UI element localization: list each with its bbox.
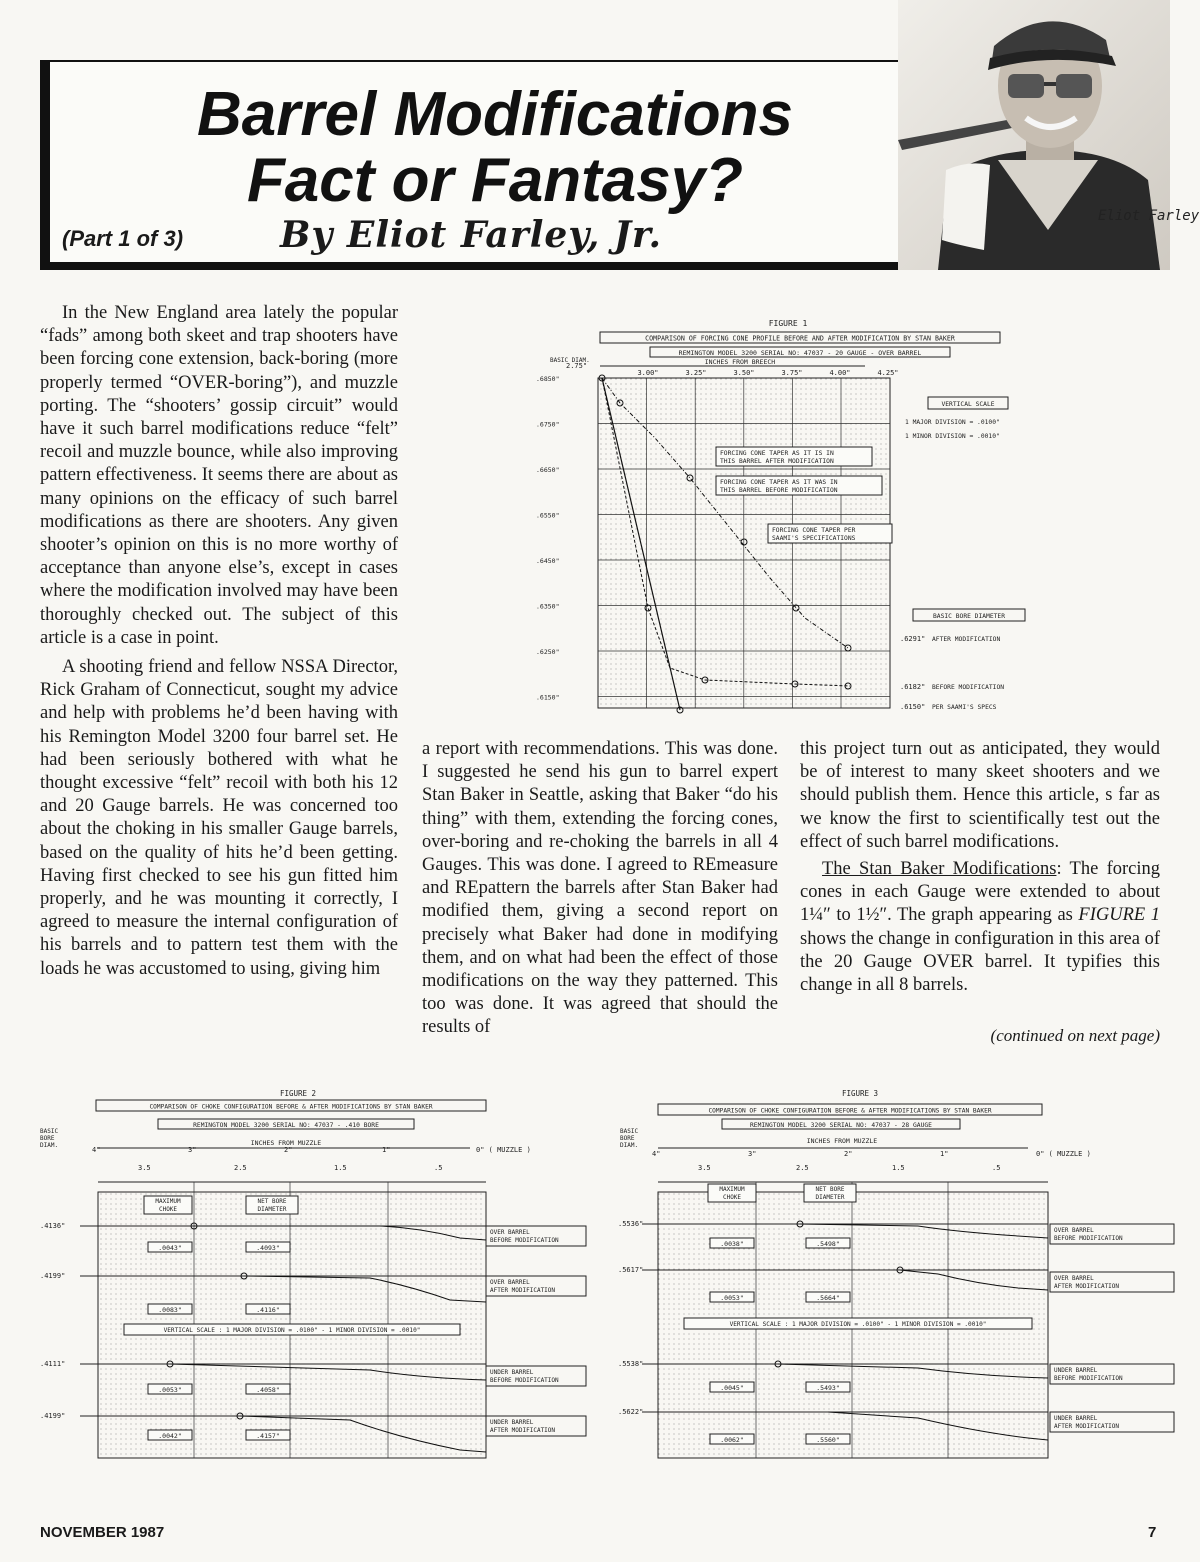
choke-value: .0062" [720,1436,744,1444]
y-tick-label: .6250" [536,648,560,656]
max-choke-label: CHOKE [722,1194,742,1201]
y-tick-label: .6150" [536,693,560,702]
vertical-scale-label: VERTICAL SCALE [941,401,995,408]
max-choke-label: MAXIMUM [155,1198,181,1205]
net-value: .5560" [816,1436,840,1444]
part-label: (Part 1 of 3) [62,226,184,251]
author-photo [898,0,1200,270]
y-tick-label: .6550" [536,511,560,520]
row-label: AFTER MODIFICATION [490,1287,556,1294]
choke-value: .0045" [720,1384,744,1392]
row-label: OVER BARREL [1054,1275,1094,1282]
row-label: AFTER MODIFICATION [1054,1423,1120,1430]
figure-label: FIGURE 1 [768,319,808,328]
x-minor-tick: 2.5 [796,1164,809,1172]
y-axis-label: BORE [620,1135,635,1142]
figure-title: COMPARISON OF CHOKE CONFIGURATION BEFORE & AFTER MODIFICATIONS BY STAN BAKER [708,1107,992,1115]
figure-label: FIGURE 3 [841,1089,879,1098]
paragraph: this project turn out as anticipated, they would be of interest to many skeet shooters and we should publish them. Hence this article, s far as we know the first to scientifically test out the effect of such barrel modifications. [800,739,1160,852]
figure-subtitle: REMINGTON MODEL 3200 SERIAL NO: 47037 - 20 GAUGE - OVER BARREL [678,349,922,357]
row-label: UNDER BARREL [490,1419,534,1426]
x-major-tick: 3" [748,1150,757,1158]
issue-date: NOVEMBER 1987 [40,1524,165,1541]
article-column-3 [800,738,1160,997]
choke-value: .0083" [158,1306,182,1314]
y-tick-label: .6650" [536,466,560,474]
bore-value: .5622" [618,1408,644,1416]
scale-major: 1 MAJOR DIVISION = .0100" [905,419,1000,426]
section-heading: The Stan Baker Modifications [822,859,1057,880]
net-bore-label: DIAMETER [257,1206,287,1213]
x-axis-label: INCHES FROM MUZZLE [250,1139,322,1147]
row-label: OVER BARREL [490,1279,530,1286]
bore-value: .4111" [40,1360,66,1368]
x-minor-tick: 3.5 [138,1164,151,1172]
note-after: THIS BARREL AFTER MODIFICATION [720,458,834,465]
figure-subtitle: REMINGTON MODEL 3200 SERIAL NO: 47037 - .410 BORE [193,1122,379,1129]
y-axis-label: BASIC DIAM. [550,357,590,364]
before-text: BEFORE MODIFICATION [932,684,1005,691]
x-axis-label: INCHES FROM MUZZLE [806,1137,878,1145]
net-value: .5664" [816,1294,840,1302]
scale-minor: 1 MINOR DIVISION = .0010" [905,433,1000,440]
x-major-tick: 3" [188,1146,197,1154]
max-choke-label: CHOKE [158,1206,178,1213]
x-major-tick: 1" [940,1150,949,1158]
vertical-scale-label: VERTICAL SCALE : 1 MAJOR DIVISION = .0100" - 1 MINOR DIVISION = .0010" [163,1327,421,1334]
net-bore-label: NET BORE [257,1198,287,1205]
row-label: OVER BARREL [1054,1227,1094,1234]
bore-value: .5617" [618,1266,644,1274]
x-start-label: 2.75" [566,362,588,370]
x-minor-tick: .5 [434,1164,443,1172]
x-major-ticks [652,1150,1091,1158]
y-tick-label: .6750" [536,420,560,429]
bore-value: .4136" [40,1222,66,1230]
saami-text: PER SAAMI'S SPECS [932,704,997,711]
x-minor-tick: .5 [992,1164,1001,1172]
choke-value: .0038" [720,1240,744,1248]
net-bore-label: DIAMETER [815,1194,845,1201]
y-tick-label: .6350" [536,602,560,611]
y-tick-label: .6850" [536,375,560,383]
row-label: BEFORE MODIFICATION [490,1237,559,1244]
net-value: .5493" [816,1384,840,1392]
net-value: .4093" [256,1244,280,1252]
row-label: AFTER MODIFICATION [1054,1283,1120,1290]
x-tick-label: 3.00" [637,369,659,377]
figure-3 [618,1088,1178,1468]
y-axis-label: BORE [40,1135,55,1142]
paragraph: A shooting friend and fellow NSSA Director, Rick Graham of Connecticut, sought my advice and help with problems he’d been having with his Remington Model 3200 four barrel set. He had been seriously bothered with what he thought excessive “felt” recoil with both his 12 and 20 Gauge barrels. He was concerned too about the choking in his smaller Gauge barrels, based on the quality of hits he’d been getting. Having first checked to see his gun fitted him properly, and he was mounting it correctly, I agreed to measure the internal configuration of his barrels and to pattern test them with the loads he was accustomed to using, giving him [40,657,398,979]
x-major-tick: 1" [382,1146,391,1154]
figure-label: FIGURE 2 [279,1089,317,1098]
x-minor-tick: 3.5 [698,1164,711,1172]
figure-subtitle: REMINGTON MODEL 3200 SERIAL NO: 47037 - 28 GAUGE [750,1122,932,1129]
page-number: 7 [1148,1524,1157,1541]
x-minor-ticks [138,1164,442,1172]
y-axis-label: BASIC [620,1128,639,1135]
x-minor-tick: 1.5 [892,1164,905,1172]
note-before: FORCING CONE TAPER AS IT WAS IN [720,479,838,486]
row-label: UNDER BARREL [490,1369,534,1376]
paragraph-text: shows the change in configuration in this area of the 20 Gauge OVER barrel. It typifies this change in all 8 barrels. [800,928,1160,996]
x-tick-label: 3.50" [733,369,755,377]
photo-signature: Eliot Farley [1098,208,1200,224]
choke-value: .0053" [158,1386,182,1394]
choke-value: .0053" [720,1294,744,1302]
net-bore-label: NET BORE [815,1186,845,1193]
paragraph: In the New England area lately the popular “fads” among both skeet and trap shooters have been forcing cone extension, back-boring (more properly termed “OVER-boring”), and muzzle porting. The “shooters’ gossip circuit” would have it such barrel modifications reduce “felt” recoil and muzzle bounce, while also improving pattern effectiveness. It seems there are about as many opinions on the efficacy of such barrel modifications as there are shooters. Any given shooter’s opinion on this is no more worthy of acceptance than anyone else’s, except in cases where the modification involved may have been thoroughly checked out. The subject of this article is a case in point. [40,303,398,648]
before-value: .6182" [900,683,926,691]
y-axis-label: DIAM. [620,1142,639,1149]
author-photo-art [898,0,1200,270]
max-choke-label: MAXIMUM [719,1186,745,1193]
bore-value: .4199" [40,1272,66,1280]
figure-title: COMPARISON OF CHOKE CONFIGURATION BEFORE & AFTER MODIFICATIONS BY STAN BAKER [149,1103,433,1111]
row-label: AFTER MODIFICATION [490,1427,556,1434]
row-label: BEFORE MODIFICATION [1054,1375,1123,1382]
x-tick-label: 4.00" [829,369,851,377]
net-value: .5498" [816,1240,840,1248]
title-line-1: Barrel Modifications [197,80,793,149]
x-tick-label: 3.25" [685,369,707,377]
row-label: OVER BARREL [490,1229,530,1236]
x-major-tick: 2" [844,1150,853,1158]
vertical-scale-label: VERTICAL SCALE : 1 MAJOR DIVISION = .0100" - 1 MINOR DIVISION = .0010" [729,1321,987,1328]
bore-value: .5538" [618,1360,644,1368]
x-major-tick: 0" ( MUZZLE ) [1036,1150,1091,1158]
x-minor-ticks [698,1164,1000,1172]
note-after: FORCING CONE TAPER AS IT IS IN [720,450,834,457]
figure-title: COMPARISON OF FORCING CONE PROFILE BEFORE AND AFTER MODIFICATION BY STAN BAKER [645,334,955,343]
choke-value: .0042" [158,1432,182,1440]
saami-value: .6150" [900,703,926,711]
row-label: BEFORE MODIFICATION [1054,1235,1123,1242]
bore-value: .4199" [40,1412,66,1420]
x-major-tick: 0" ( MUZZLE ) [476,1146,531,1154]
article-title [115,82,875,214]
basic-bore-label: BASIC BORE DIAMETER [932,613,1006,620]
net-value: .4157" [256,1432,280,1440]
paragraph [800,858,1160,997]
note-saami: FORCING CONE TAPER PER [772,527,856,534]
x-minor-tick: 2.5 [234,1164,247,1172]
x-tick-label: 4.25" [877,369,899,377]
figure-reference: FIGURE 1 [1078,905,1160,926]
y-axis-label: BASIC [40,1128,59,1135]
figure-2 [40,1088,600,1468]
choke-value: .0043" [158,1244,182,1252]
byline: By Eliot Farley, Jr. [280,214,663,256]
net-value: .4058" [256,1386,280,1394]
x-major-tick: 4" [652,1150,661,1158]
y-axis-label: DIAM. [40,1142,59,1149]
row-label: BEFORE MODIFICATION [490,1377,559,1384]
title-line-2: Fact or Fantasy? [246,146,744,215]
x-axis-label: INCHES FROM BREECH [704,358,776,366]
row-label: UNDER BARREL [1054,1415,1098,1422]
x-tick-label: 3.75" [781,369,803,377]
article-column-1 [40,302,398,981]
x-major-tick: 2" [284,1146,293,1154]
after-value: .6291" [900,635,926,643]
continued-note: (continued on next page) [990,1026,1160,1045]
figure-1 [530,318,1050,718]
article-column-2 [422,738,778,1040]
note-saami: SAAMI'S SPECIFICATIONS [772,535,856,542]
bore-value: .5536" [618,1220,644,1228]
x-minor-tick: 1.5 [334,1164,347,1172]
paragraph-text: : The forcing cones in each Gauge were extended to about 1¼″ to 1½″. The graph appearing as [800,859,1160,926]
x-major-tick: 4" [92,1146,101,1154]
net-value: .4116" [256,1306,280,1314]
row-label: UNDER BARREL [1054,1367,1098,1374]
after-text: AFTER MODIFICATION [932,636,1001,643]
paragraph: a report with recommendations. This was done. I suggested he send his gun to barrel expert Stan Baker in Seattle, asking that Baker “do his thing” with them, extending the forcing cones, over-boring and re-choking the barrels in all 4 Gauges. This was done. I agreed to REmeasure and REpattern the barrels after Stan Baker had modified them, giving a second report on precisely what Baker had done in modifying them, and on what had been the effect of those modifications on the way they patterned. This too was done. It was agreed that should the results of [422,739,778,1038]
note-before: THIS BARREL BEFORE MODIFICATION [720,487,838,494]
x-major-ticks [92,1146,531,1154]
y-tick-label: .6450" [536,557,560,565]
